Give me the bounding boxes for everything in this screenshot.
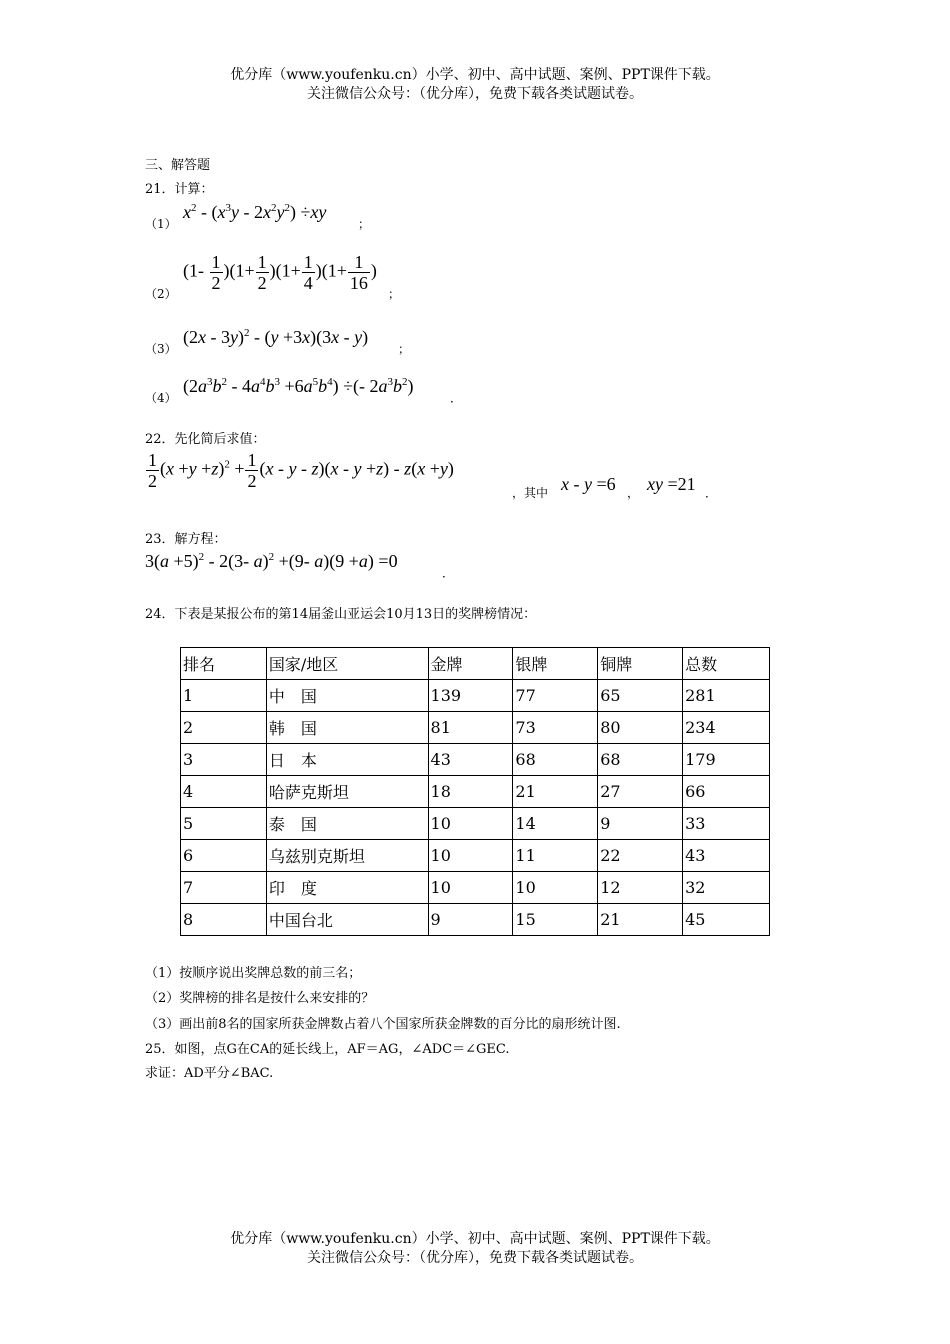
table-header-cell: 银牌 xyxy=(513,648,598,680)
table-cell: 9 xyxy=(428,904,513,936)
table-row xyxy=(181,840,770,872)
q25-line-2: 求证：AD平分∠BAC. xyxy=(145,1066,274,1081)
footer-line-2: 关注微信公众号：（优分库），免费下载各类试题试卷。 xyxy=(307,1250,643,1266)
q21-end-4: ． xyxy=(450,391,463,405)
q22-title: 22．先化简后求值： xyxy=(145,432,266,447)
table-cell: 281 xyxy=(683,680,770,712)
table-cell: 10 xyxy=(428,840,513,872)
table-cell: 1 xyxy=(181,680,267,712)
table-cell: 21 xyxy=(598,904,683,936)
table-cell: 5 xyxy=(181,808,267,840)
q21-end-2: ； xyxy=(388,287,401,301)
q24-sub-2: （2）奖牌榜的排名是按什么来安排的？ xyxy=(145,991,375,1006)
table-header-cell: 总数 xyxy=(683,648,770,680)
table-cell: 泰 国 xyxy=(266,808,428,840)
table-cell: 18 xyxy=(428,776,513,808)
q22-condition-1: x - y =6 xyxy=(561,474,616,494)
q22-expression: $\frac{1}{2}$ $(x +y +z)^2$ + $\frac{1}{2}$ (x - y - z)(x - y +z) - z(x +y) xyxy=(148,450,454,491)
page-footer xyxy=(0,1230,950,1268)
q24-title: 24．下表是某报公布的第14届釜山亚运会10月13日的奖牌榜情况： xyxy=(145,607,537,622)
header-line-2: 关注微信公众号：（优分库），免费下载各类试题试卷。 xyxy=(307,86,643,102)
q21-end-3: ； xyxy=(398,342,411,356)
table-cell: 10 xyxy=(513,872,598,904)
table-cell: 12 xyxy=(598,872,683,904)
table-cell: 32 xyxy=(683,872,770,904)
footer-line-1: 优分库（www.youfenku.cn）小学、初中、高中试题、案例、PPT课件下载。 xyxy=(230,1231,720,1247)
q22-sep: ， xyxy=(627,486,640,500)
table-cell: 80 xyxy=(598,712,683,744)
table-cell: 印 度 xyxy=(266,872,428,904)
table-header-cell: 铜牌 xyxy=(598,648,683,680)
q25-line-1: 25．如图，点G在CA的延长线上，AF＝AG，∠ADC＝∠GEC. xyxy=(145,1042,510,1057)
table-row xyxy=(181,712,770,744)
q21-expression-1: $x^2 - (x^3y - 2x^2y^2) \div xy$ xyxy=(183,202,327,222)
q21-label-1: （1） xyxy=(145,217,177,231)
table-row xyxy=(181,680,770,712)
q23-title: 23．解方程： xyxy=(145,532,227,547)
table-header-cell: 金牌 xyxy=(428,648,513,680)
page-header xyxy=(0,66,950,104)
table-row xyxy=(181,776,770,808)
table-cell: 179 xyxy=(683,744,770,776)
table-cell: 27 xyxy=(598,776,683,808)
q22-end: ． xyxy=(705,486,718,500)
table-row xyxy=(181,744,770,776)
table-cell: 11 xyxy=(513,840,598,872)
header-line-1: 优分库（www.youfenku.cn）小学、初中、高中试题、案例、PPT课件下载。 xyxy=(230,67,720,83)
table-cell: 10 xyxy=(428,808,513,840)
q21-expression-4: $(2a^3b^2 - 4a^4b^3 +6a^5b^4)$ ÷(- $2a^3b^2$) xyxy=(183,376,414,396)
table-cell: 乌兹别克斯坦 xyxy=(266,840,428,872)
table-cell: 9 xyxy=(598,808,683,840)
table-cell: 21 xyxy=(513,776,598,808)
table-cell: 73 xyxy=(513,712,598,744)
table-cell: 43 xyxy=(428,744,513,776)
table-cell: 22 xyxy=(598,840,683,872)
table-cell: 68 xyxy=(513,744,598,776)
q23-equation: $3(a +5)^2 - 2(3-$ a)$^2$ +(9- a)(9 +a) =0 xyxy=(145,551,398,571)
table-cell: 81 xyxy=(428,712,513,744)
table-cell: 3 xyxy=(181,744,267,776)
q21-label-3: （3） xyxy=(145,342,177,356)
q22-where-label: ，其中 xyxy=(512,486,549,500)
table-cell: 66 xyxy=(683,776,770,808)
table-header-row xyxy=(181,648,770,680)
table-row xyxy=(181,808,770,840)
q21-label-2: （2） xyxy=(145,287,177,301)
table-cell: 14 xyxy=(513,808,598,840)
table-cell: 33 xyxy=(683,808,770,840)
table-header-cell: 排名 xyxy=(181,648,267,680)
q23-end: ． xyxy=(442,566,455,580)
q21-label-4: （4） xyxy=(145,391,177,405)
q21-expression-3: (2x - 3y)$^2$ - (y +3x)(3x - y) xyxy=(183,327,369,347)
medal-table xyxy=(180,647,770,936)
table-cell: 韩 国 xyxy=(266,712,428,744)
section-title: 三、解答题 xyxy=(145,158,211,173)
table-cell: 139 xyxy=(428,680,513,712)
table-cell: 7 xyxy=(181,872,267,904)
q24-sub-3: （3）画出前8名的国家所获金牌数占着八个国家所获金牌数的百分比的扇形统计图. xyxy=(145,1017,621,1032)
table-row xyxy=(181,872,770,904)
table-cell: 77 xyxy=(513,680,598,712)
table-cell: 10 xyxy=(428,872,513,904)
q21-expression-2: (1- $\frac{1}{2}$ )(1+ $\frac{1}{2}$ )(1+ $\frac{1}{4}$ )(1+ $\frac{1}{16}$ ) xyxy=(183,252,377,293)
table-cell: 哈萨克斯坦 xyxy=(266,776,428,808)
q22-condition-2: xy =21 xyxy=(647,474,696,494)
table-cell: 68 xyxy=(598,744,683,776)
table-cell: 65 xyxy=(598,680,683,712)
table-row xyxy=(181,904,770,936)
table-cell: 15 xyxy=(513,904,598,936)
table-cell: 中国台北 xyxy=(266,904,428,936)
table-header-cell: 国家/地区 xyxy=(266,648,428,680)
q21-end-1: ； xyxy=(358,217,371,231)
table-cell: 4 xyxy=(181,776,267,808)
medal-table-body xyxy=(181,648,770,936)
table-cell: 234 xyxy=(683,712,770,744)
table-cell: 2 xyxy=(181,712,267,744)
table-cell: 中 国 xyxy=(266,680,428,712)
table-cell: 8 xyxy=(181,904,267,936)
q21-title: 21．计算： xyxy=(145,182,214,197)
table-cell: 45 xyxy=(683,904,770,936)
table-cell: 6 xyxy=(181,840,267,872)
table-cell: 日 本 xyxy=(266,744,428,776)
table-cell: 43 xyxy=(683,840,770,872)
q24-sub-1: （1）按顺序说出奖牌总数的前三名； xyxy=(145,966,362,981)
